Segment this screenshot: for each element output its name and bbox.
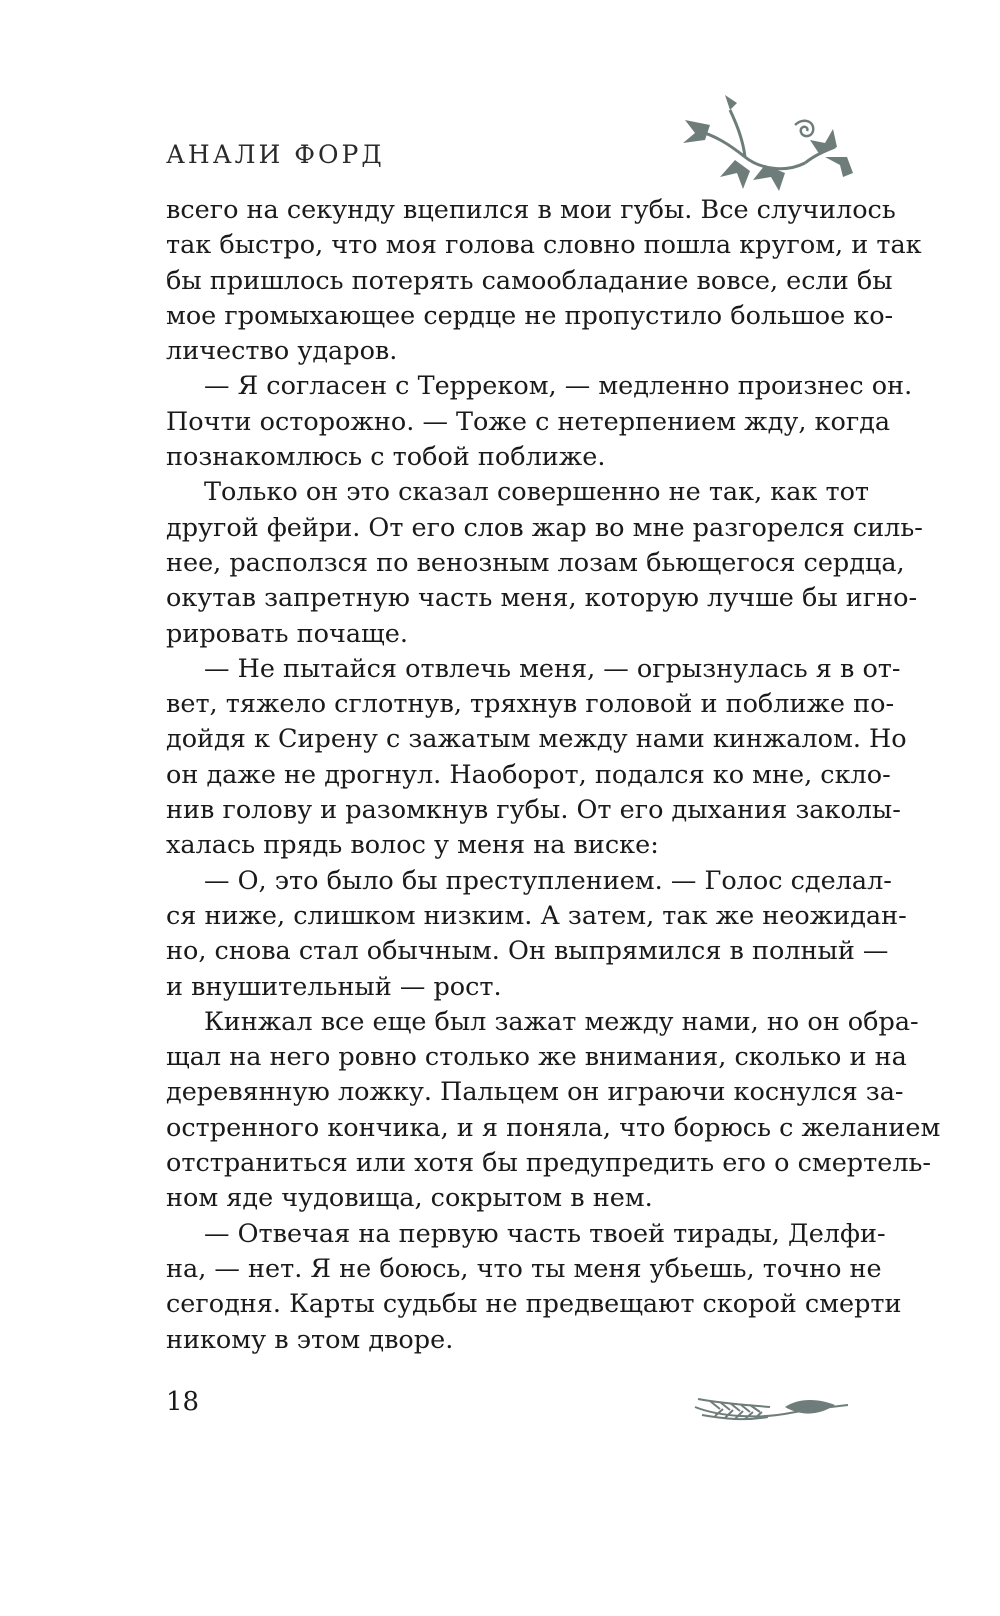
text-line: другой фейри. От его слов жар во мне разгорелся силь- <box>166 512 923 543</box>
text-line: Только он это сказал совершенно не так, как тот <box>204 477 870 508</box>
text-line: сегодня. Карты судьбы не предвещают скорой смерти <box>166 1289 902 1320</box>
text-line: но, снова стал обычным. Он выпрямился в полный — <box>166 936 889 967</box>
text-line: мое громыхающее сердце не пропустило большое ко- <box>166 300 894 331</box>
text-line: ся ниже, слишком низким. А затем, так же неожидан- <box>166 900 907 931</box>
text-line: всего на секунду вцепился в мои губы. Все случилось <box>166 195 896 225</box>
text-line: так быстро, что моя голова словно пошла кругом, и так <box>166 230 922 261</box>
text-line: он даже не дрогнул. Наоборот, подался ко мне, скло- <box>166 759 891 790</box>
text-line: дойдя к Сирену с зажатым между нами кинжалом. Но <box>166 724 907 755</box>
ivy-vine-icon <box>675 85 855 195</box>
text-line: — Не пытайся отвлечь меня, — огрызнулась я в от- <box>204 653 901 684</box>
text-line: — Я согласен с Терреком, — медленно произнес он. <box>204 371 913 402</box>
text-line: нив голову и разомкнув губы. От его дыхания заколы- <box>166 795 901 826</box>
text-line: никому в этом дворе. <box>166 1324 454 1355</box>
text-line: Почти осторожно. — Тоже с нетерпением жду, когда <box>166 406 891 437</box>
text-line: — Отвечая на первую часть твоей тирады, Делфи- <box>204 1218 886 1249</box>
text-line: вет, тяжело сглотнув, тряхнув головой и поближе по- <box>166 689 895 720</box>
body-text <box>166 193 941 1358</box>
text-line: отстраниться или хотя бы предупредить его о смертель- <box>166 1148 932 1179</box>
text-line: нее, расползся по венозным лозам бьющегося сердца, <box>166 547 905 578</box>
text-line: ном яде чудовища, сокрытом в нем. <box>166 1183 653 1214</box>
text-line: деревянную ложку. Пальцем он играючи коснулся за- <box>166 1077 904 1108</box>
text-line: на, — нет. Я не боюсь, что ты меня убьешь, точно не <box>166 1253 882 1284</box>
text-line: рировать почаще. <box>166 618 408 649</box>
text-line: бы пришлось потерять самообладание вовсе, если бы <box>166 265 893 296</box>
text-line: личество ударов. <box>166 336 398 367</box>
text-line: Кинжал все еще был зажат между нами, но он обра- <box>204 1006 919 1037</box>
running-head-author: АНАЛИ ФОРД <box>166 140 385 169</box>
page-number: 18 <box>166 1387 200 1417</box>
text-line: окутав запретную часть меня, которую лучше бы игно- <box>166 583 918 614</box>
text-line: остренного кончика, и я поняла, что борюсь с желанием <box>166 1112 941 1143</box>
text-line: — О, это было бы преступлением. — Голос сделал- <box>204 865 892 896</box>
text-line: познакомлюсь с тобой поближе. <box>166 442 606 473</box>
text-line: щал на него ровно столько же внимания, сколько и на <box>166 1042 907 1073</box>
feather-icon <box>690 1385 850 1435</box>
text-line: и внушительный — рост. <box>166 971 502 1002</box>
text-line: халась прядь волос у меня на виске: <box>166 830 659 861</box>
